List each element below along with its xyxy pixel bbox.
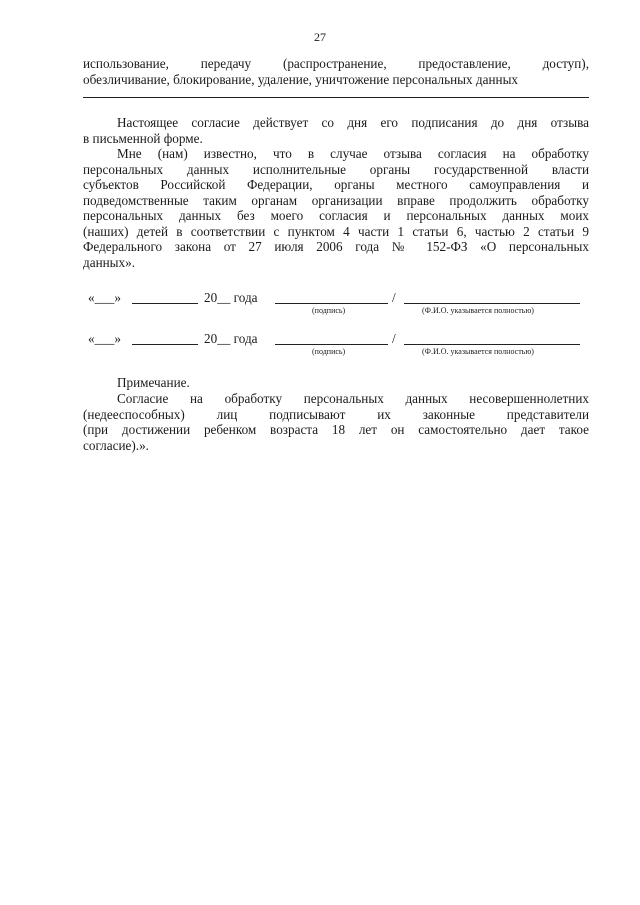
withdrawal-line: подведомственные таким органам организации вправе продолжить обработку [83, 192, 589, 208]
fio-line-1 [404, 303, 580, 304]
fio-caption-2: (Ф.И.О. указывается полностью) [422, 347, 534, 356]
top-separator-rule [83, 97, 589, 98]
note-paragraph [83, 391, 589, 453]
note-line: (при достижении ребенком возраста 18 лет он самостоятельно дает такое [83, 422, 589, 437]
note-last-line: согласие).». [83, 437, 149, 453]
slash-2: / [392, 331, 396, 346]
date-month-line-2 [132, 344, 198, 345]
note-line: Согласие на обработку персональных данных несовершеннолетних [117, 391, 589, 406]
top-line-1: использование, передачу (распространение, предоставление, доступ), [83, 56, 589, 71]
date-quote-2: «___» [88, 331, 121, 346]
validity-line-1: Настоящее согласие действует со дня его подписания до дня отзыва [117, 115, 589, 130]
fio-line-2 [404, 344, 580, 345]
page-number: 27 [314, 30, 326, 44]
withdrawal-line: субъектов Российской Федерации, органы местного самоуправления и [83, 177, 589, 192]
date-month-line-1 [132, 303, 198, 304]
withdrawal-line: Федерального закона от 27 июля 2006 года № 152-ФЗ «О персональных [83, 239, 589, 254]
withdrawal-line: Мне (нам) известно, что в случае отзыва согласия на обработку [117, 146, 589, 161]
year-label-1: 20__ года [204, 290, 258, 305]
signature-caption-1: (подпись) [312, 306, 346, 315]
withdrawal-line: персональных данных исполнительные органы государственной власти [83, 161, 589, 177]
signature-line-1 [275, 303, 388, 304]
note-heading: Примечание. [117, 375, 190, 390]
note-line: (недееспособных) лиц подписывают их законные представители [83, 406, 589, 422]
date-quote-1: «___» [88, 290, 121, 305]
withdrawal-paragraph [83, 146, 589, 270]
withdrawal-line: персональных данных без моего согласия и персональных данных моих [83, 208, 589, 223]
fio-caption-1: (Ф.И.О. указывается полностью) [422, 306, 534, 315]
top-line-2: обезличивание, блокирование, удаление, уничтожение персональных данных [83, 72, 519, 87]
signature-line-2 [275, 344, 388, 345]
year-label-2: 20__ года [204, 331, 258, 346]
validity-line-2: в письменной форме. [83, 131, 203, 146]
withdrawal-line: (наших) детей в соответствии с пунктом 4 части 1 статьи 6, частью 2 статьи 9 [83, 223, 589, 239]
slash-1: / [392, 290, 396, 305]
signature-caption-2: (подпись) [312, 347, 346, 356]
withdrawal-last-line: данных». [83, 254, 136, 270]
